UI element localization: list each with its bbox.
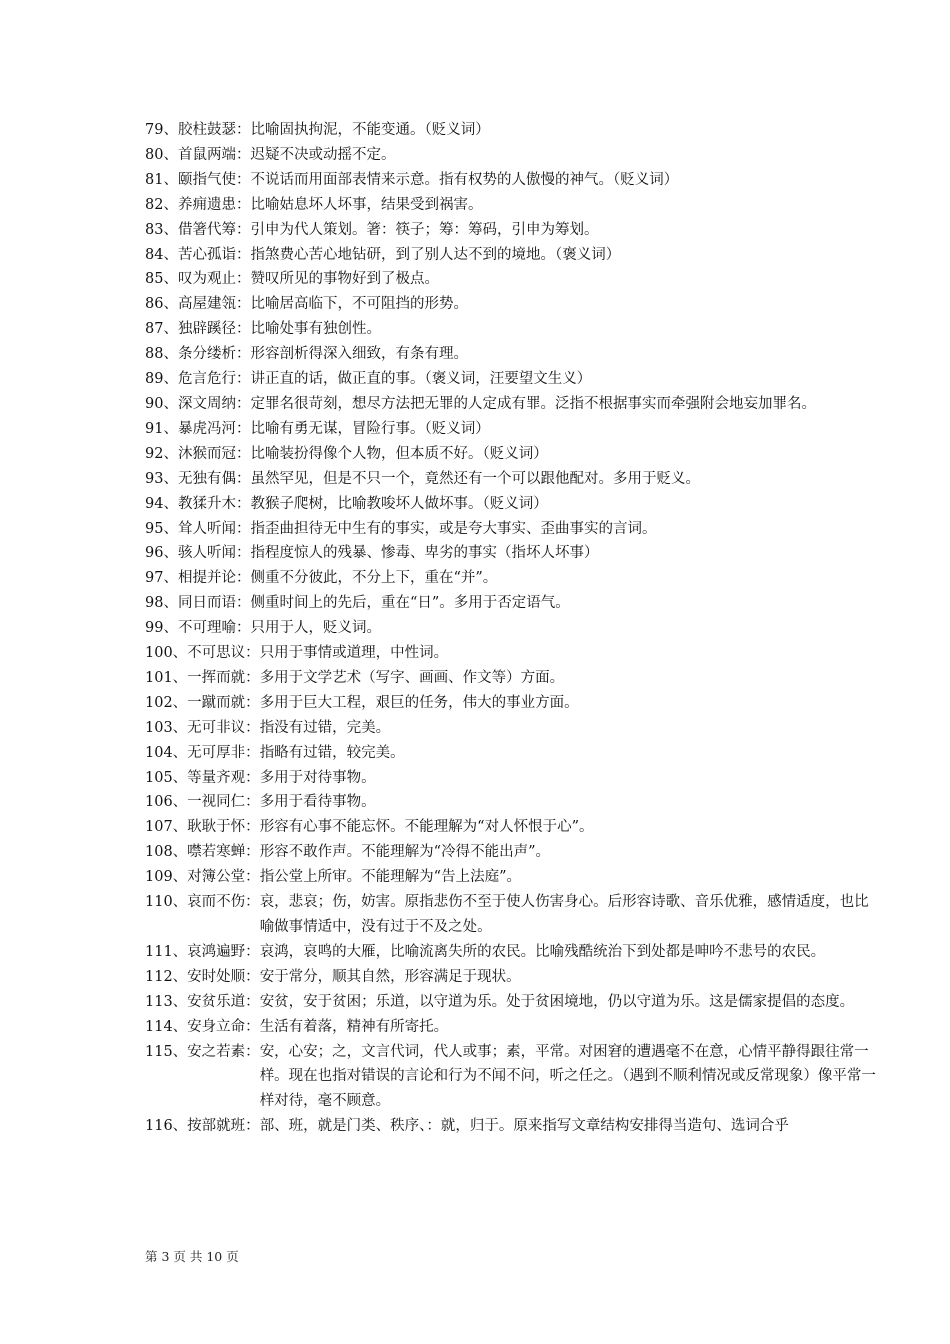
idiom-entry: [145, 1015, 880, 1040]
idiom-entry: [145, 965, 880, 990]
idiom-entry: [145, 840, 880, 865]
idiom-entry: [145, 716, 880, 741]
idiom-entry: [145, 741, 880, 766]
idiom-term: 112、安时处顺：: [145, 968, 260, 985]
idiom-definition: 比喻居高临下，不可阻挡的形势。: [250, 296, 468, 313]
idiom-entry: [145, 940, 880, 965]
idiom-definition: 比喻固执拘泥，不能变通。（贬义词）: [250, 122, 490, 138]
idiom-term: 79、胶柱鼓瑟：: [145, 122, 251, 138]
idiom-definition: 虽然罕见，但是不只一个，竟然还有一个可以跟他配对。多用于贬义。: [250, 470, 700, 487]
idiom-term: 113、安贫乐道：: [145, 993, 260, 1010]
page-footer: 第 3 页 共 10 页: [145, 1249, 239, 1264]
idiom-definition: 指公堂上所审。不能理解为“告上法庭”。: [259, 869, 522, 886]
idiom-term: 111、哀鸿遍野：: [145, 943, 260, 960]
idiom-entry: [145, 691, 880, 716]
idiom-definition: 安于常分，顺其自然，形容满足于现状。: [259, 968, 521, 985]
idiom-entry: [145, 1040, 880, 1115]
idiom-term: 116、按部就班：: [145, 1118, 260, 1135]
idiom-definition: 多用于对待事物。: [259, 769, 376, 786]
idiom-term: 115、安之若素：: [145, 1043, 260, 1060]
idiom-term: 82、养痈遗患：: [145, 196, 251, 213]
idiom-term: 105、等量齐观：: [145, 769, 260, 786]
idiom-term: 84、苦心孤诣：: [145, 246, 251, 263]
idiom-definition: 哀鸿，哀鸣的大雁，比喻流离失所的农民。比喻残酷统治下到处都是呻吟不悲号的农民。: [259, 943, 826, 960]
idiom-term: 88、条分缕析：: [145, 346, 251, 363]
idiom-definition: 指程度惊人的残暴、惨毒、卑劣的事实（指坏人坏事）: [250, 545, 599, 562]
idiom-term: 98、同日而语：: [145, 595, 251, 612]
idiom-term: 95、耸人听闻：: [145, 520, 251, 537]
idiom-definition: 迟疑不决或动摇不定。: [250, 146, 396, 163]
idiom-term: 100、不可思议：: [145, 645, 260, 662]
idiom-entry: [145, 990, 880, 1015]
idiom-entry: [145, 193, 880, 218]
idiom-definition: 多用于看待事物。: [259, 794, 376, 811]
idiom-entry: [145, 616, 880, 641]
idiom-definition: 形容不敢作声。不能理解为“冷得不能出声”。: [259, 844, 551, 861]
idiom-entry: [145, 342, 880, 367]
idiom-definition: 指歪曲担待无中生有的事实，或是夸大事实、歪曲事实的言词。: [250, 520, 657, 537]
idiom-entry: [145, 865, 880, 890]
idiom-term: 102、一蹴而就：: [145, 694, 260, 711]
idiom-term: 89、危言危行：: [145, 371, 251, 388]
idiom-definition: 引申为代人策划。箸：筷子；筹：筹码，引申为筹划。: [250, 221, 599, 238]
idiom-term: 92、沐猴而冠：: [145, 445, 251, 462]
idiom-definition: 赞叹所见的事物好到了极点。: [250, 271, 439, 288]
idiom-term: 91、暴虎冯河：: [145, 420, 251, 437]
idiom-definition: 比喻有勇无谋，冒险行事。（贬义词）: [250, 420, 490, 437]
idiom-entry: [145, 143, 880, 168]
idiom-definition: 形容有心事不能忘怀。不能理解为“对人怀恨于心”。: [259, 819, 594, 836]
idiom-definition: 只用于事情或道理，中性词。: [259, 645, 449, 662]
idiom-entry: [145, 492, 880, 517]
idiom-entry: [145, 292, 880, 317]
idiom-entry: [145, 766, 880, 791]
idiom-entry: [145, 392, 880, 417]
idiom-term: 90、深文周纳：: [145, 395, 251, 412]
idiom-term: 83、借箸代筹：: [145, 221, 251, 238]
idiom-definition: 形容剖析得深入细致，有条有理。: [250, 346, 468, 363]
idiom-definition: 讲正直的话，做正直的事。（褒义词，汪要望文生义）: [250, 371, 592, 388]
idiom-term: 80、首鼠两端：: [145, 146, 251, 163]
idiom-term: 110、哀而不伤：: [145, 894, 260, 911]
idiom-term: 104、无可厚非：: [145, 744, 260, 761]
idiom-entry: [145, 267, 880, 292]
idiom-entry: [145, 218, 880, 243]
idiom-definition: 只用于人，贬义词。: [250, 620, 381, 637]
idiom-term: 103、无可非议：: [145, 719, 260, 736]
idiom-term: 108、噤若寒蝉：: [145, 844, 260, 861]
idiom-entry: [145, 168, 880, 193]
idiom-definition: 比喻姑息坏人坏事，结果受到祸害。: [250, 196, 483, 213]
idiom-entry: [145, 591, 880, 616]
idiom-term: 86、高屋建瓴：: [145, 296, 251, 313]
idiom-definition: 多用于文学艺术（写字、画画、作文等）方面。: [259, 669, 565, 686]
idiom-term: 107、耿耿于怀：: [145, 819, 260, 836]
idiom-definition: 指没有过错，完美。: [259, 719, 391, 736]
idiom-entry: [145, 541, 880, 566]
idiom-definition: 多用于巨大工程，艰巨的任务，伟大的事业方面。: [259, 694, 579, 711]
idiom-entry: [145, 1114, 880, 1139]
idiom-definition: 哀，悲哀；伤，妨害。原指悲伤不至于使人伤害身心。后形容诗歌、音乐优雅，感情适度，也比喻做事情适中，没有过于不及之处。: [259, 894, 869, 935]
idiom-definition: 不说话而用面部表情来示意。指有权势的人傲慢的神气。（贬义词）: [250, 171, 679, 188]
idiom-definition: 比喻处事有独创性。: [250, 321, 381, 338]
idiom-entry: [145, 890, 880, 940]
idiom-term: 87、独辟蹊径：: [145, 321, 251, 338]
idiom-definition: 部、班，就是门类、秩序、：就，归于。原来指写文章结构安排得当造句、选词合乎: [259, 1118, 789, 1135]
idiom-definition: 安，心安；之，文言代词，代人或事；素，平常。对困窘的遭遇毫不在意，心情平静得跟往常一样。现在也指对错误的言论和行为不闻不问，听之任之。（遇到不顺利情况或反常现象）像平常一样对待，毫不顾意。: [259, 1043, 876, 1110]
idiom-entry: [145, 517, 880, 542]
idiom-definition: 比喻装扮得像个人物，但本质不好。（贬义词）: [250, 445, 548, 462]
idiom-entry: [145, 417, 880, 442]
idiom-term: 96、骇人听闻：: [145, 545, 251, 562]
idiom-definition: 指略有过错，较完美。: [259, 744, 405, 761]
idiom-term: 97、相提并论：: [145, 570, 251, 587]
idiom-entry: [145, 641, 880, 666]
idiom-definition: 生活有着落，精神有所寄托。: [259, 1018, 449, 1035]
idiom-entry: [145, 467, 880, 492]
idiom-definition: 侧重时间上的先后，重在“日”。多用于否定语气。: [250, 595, 570, 612]
idiom-term: 114、安身立命：: [145, 1018, 260, 1035]
idiom-term: 85、叹为观止：: [145, 271, 251, 288]
idiom-entry: [145, 666, 880, 691]
idiom-term: 81、颐指气使：: [145, 171, 251, 188]
idiom-term: 94、教猱升木：: [145, 495, 251, 512]
idiom-entry: [145, 815, 880, 840]
idiom-definition: 安贫，安于贫困；乐道，以守道为乐。处于贫困境地，仍以守道为乐。这是儒家提倡的态度。: [259, 993, 855, 1010]
idiom-definition: 教猴子爬树，比喻教唆坏人做坏事。（贬义词）: [250, 495, 548, 512]
idiom-entry: [145, 118, 880, 143]
idiom-entry: [145, 566, 880, 591]
idiom-term: 93、无独有偶：: [145, 470, 251, 487]
idiom-entry: [145, 317, 880, 342]
idiom-term: 99、不可理喻：: [145, 620, 251, 637]
idiom-definition: 侧重不分彼此，不分上下，重在“并”。: [250, 570, 498, 587]
idiom-definition: 定罪名很苛刻，想尽方法把无罪的人定成有罪。泛指不根据事实而牵强附会地妄加罪名。: [250, 395, 816, 412]
idiom-entry: [145, 442, 880, 467]
idiom-definition: 指煞费心苦心地钻研，到了别人达不到的境地。（褒义词）: [250, 246, 621, 263]
idiom-term: 101、一挥而就：: [145, 669, 260, 686]
idiom-term: 106、一视同仁：: [145, 794, 260, 811]
idiom-entry: [145, 790, 880, 815]
document-body: [145, 118, 880, 1139]
idiom-entry: [145, 367, 880, 392]
idiom-entry: [145, 243, 880, 268]
idiom-term: 109、对簿公堂：: [145, 869, 260, 886]
